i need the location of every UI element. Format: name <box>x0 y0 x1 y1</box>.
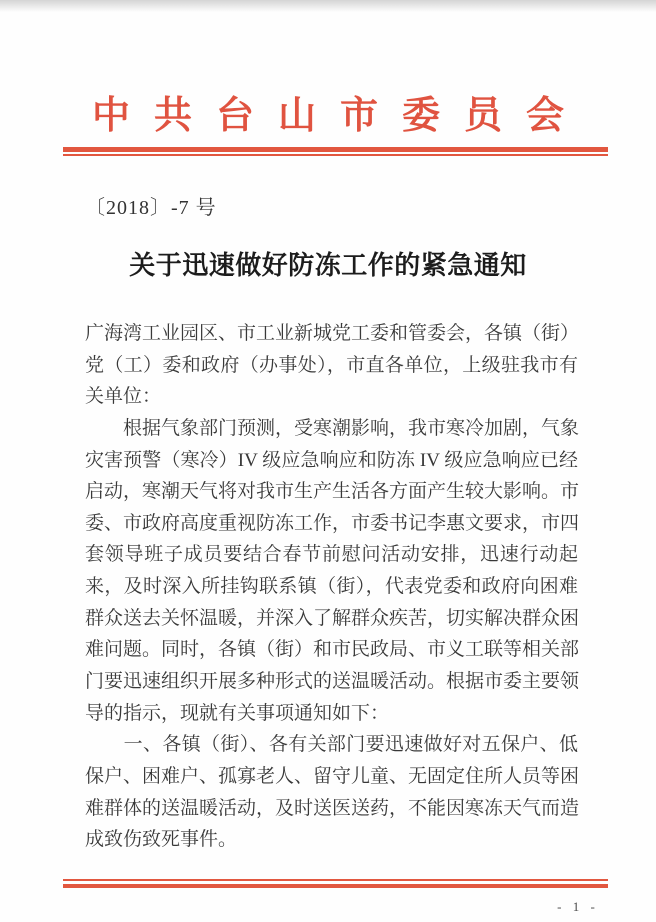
body-line: 广海湾工业园区、市工业新城党工委和管委会，各镇（街） <box>85 323 580 344</box>
page-number: - 1 - <box>557 899 599 914</box>
document-body <box>85 318 578 856</box>
body-line: 套领导班子成员要结合春节前慰问活动安排，迅速行动起 <box>85 544 578 566</box>
body-line: 灾害预警（寒冷）IV 级应急响应和防冻 IV 级应急响应已经 <box>85 449 578 471</box>
scan-shadow <box>0 0 656 12</box>
body-line: 党（工）委和政府（办事处），市直各单位，上级驻我市有 <box>85 354 578 376</box>
body-line: 来，及时深入所挂钩联系镇（街），代表党委和政府向困难 <box>85 576 578 598</box>
body-line: 启动，寒潮天气将对我市生产生活各方面产生较大影响。市 <box>85 481 580 503</box>
footer-divider <box>63 879 608 888</box>
body-line: 门要迅速组织开展多种形式的送温暖活动。根据市委主要领 <box>85 671 580 693</box>
body-line: 成致伤致死事件。 <box>85 829 238 851</box>
document-number: 〔2018〕-7 号 <box>85 197 217 219</box>
body-line: 根据气象部门预测，受寒潮影响，我市寒冷加剧，气象 <box>85 417 580 439</box>
document-title: 关于迅速做好防冻工作的紧急通知 <box>129 251 527 280</box>
body-line: 难群体的送温暖活动，及时送医送药，不能因寒冻天气而造 <box>85 797 580 819</box>
letterhead-org-name: 中共台山市委员会 <box>91 95 588 137</box>
body-line: 难问题。同时，各镇（街）和市民政局、市义工联等相关部 <box>85 639 580 661</box>
letterhead-divider-thin-line <box>63 154 608 156</box>
body-line: 关单位： <box>85 386 162 408</box>
body-line: 委、市政府高度重视防冻工作，市委书记李惠文要求，市四 <box>85 512 580 534</box>
body-line: 导的指示，现就有关事项通知如下： <box>85 702 390 724</box>
body-line: 保户、困难户、孤寡老人、留守儿童、无固定住所人员等困 <box>85 765 580 787</box>
letterhead-divider <box>63 147 608 156</box>
body-line: 群众送去关怀温暖，并深入了解群众疾苦，切实解决群众困 <box>85 607 580 629</box>
body-line: 一、各镇（街）、各有关部门要迅速做好对五保户、低 <box>85 734 578 756</box>
footer-divider-thick-line <box>63 884 608 889</box>
